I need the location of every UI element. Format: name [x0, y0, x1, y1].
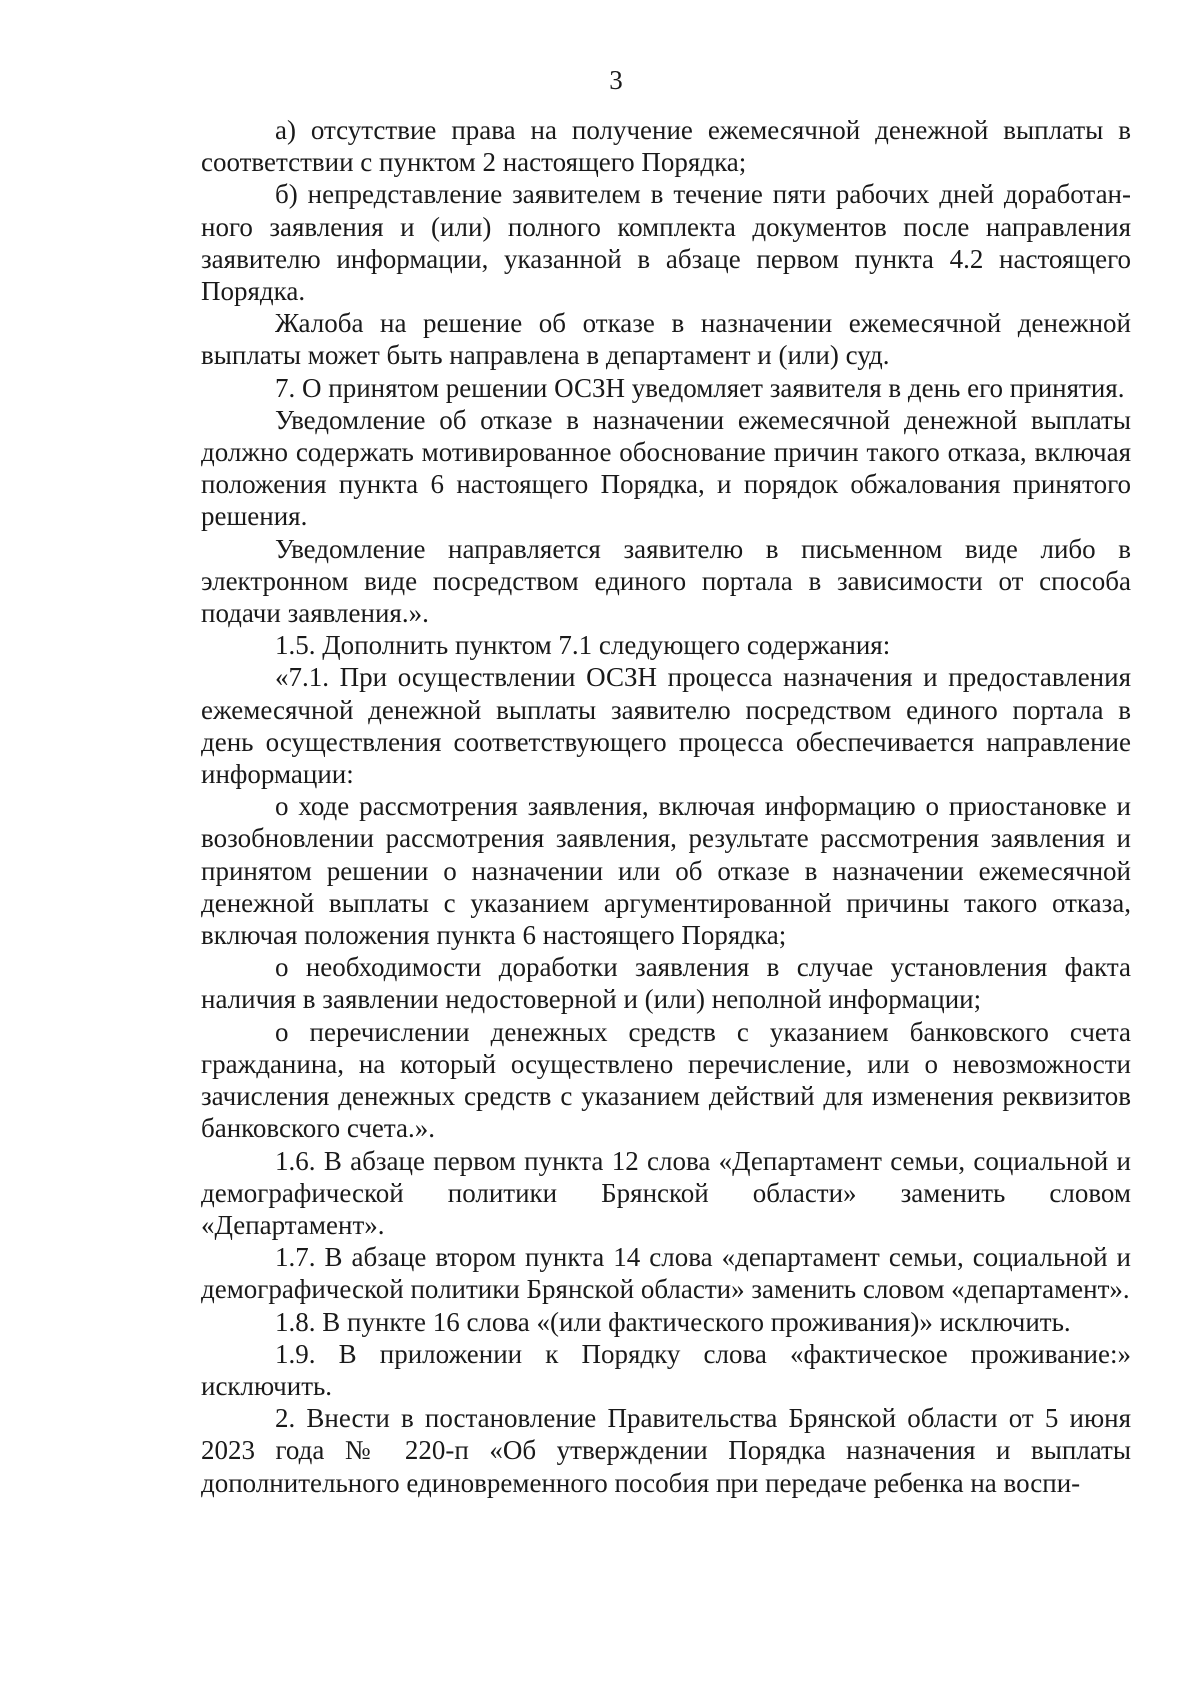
paragraph-transfer-info: о перечислении денежных средств с указанием банковского счета гражданина, на который осуществлено перечисление, или о невозможности зачисления денежных средств с указанием действий для изменения реквизитов банковского счета.».: [201, 1016, 1131, 1144]
paragraph-refusal-notice: Уведомление об отказе в назначении ежемесячной денежной выплаты должно содержать мотивированное обоснование причин такого отказа, включая положения пункта 6 настоящего Порядка, и порядок обжалования принятого решения.: [201, 404, 1131, 532]
document-body: [201, 114, 1131, 1499]
page-number: 3: [609, 65, 623, 95]
paragraph-b: б) непредставление заявителем в течение пяти рабочих дней доработанного заявления и (или) полного комплекта документов после направления заявителю информации, указанной в абзаце первом пункта 4.2 настоящего Порядка.: [201, 179, 1131, 307]
paragraph-1-7: 1.7. В абзаце втором пункта 14 слова «департамент семьи, социальной и демографической политики Брянской области» заменить словом «департамент».: [201, 1242, 1131, 1305]
paragraph-1-8: 1.8. В пункте 16 слова «(или фактического проживания)» исключить.: [275, 1306, 1071, 1337]
paragraph-a: а) отсутствие права на получение ежемесячной денежной выплаты в соответствии с пунктом 2 настоящего Порядка;: [201, 115, 1131, 178]
paragraph-7-1: «7.1. При осуществлении ОСЗН процесса назначения и предоставления ежемесячной денежной выплаты заявителю посредством единого портала в день осуществления соответствующего процесса обеспечивается направление информации:: [201, 662, 1131, 790]
paragraph-1-6: 1.6. В абзаце первом пункта 12 слова «Департамент семьи, социальной и демографической политики Брянской области» заменить словом «Департамент».: [201, 1145, 1131, 1240]
paragraph-progress-info: о ходе рассмотрения заявления, включая информацию о приостановке и возобновлении рассмотрения заявления, результате рассмотрения заявления и принятом решении о назначении или об отказе в назначении ежемесячной денежной выплаты с указанием аргументированной причины такого отказа, включая положения пункта 6 настоящего Порядка;: [201, 791, 1131, 951]
paragraph-complaint: Жалоба на решение об отказе в назначении ежемесячной денежной выплаты может быть направлена в департамент и (или) суд.: [201, 308, 1131, 371]
paragraph-notice-sent: Уведомление направляется заявителю в письменном виде либо в электронном виде посредством единого портала в зависимости от способа подачи заявления.».: [201, 533, 1131, 629]
paragraph-revision-info: о необходимости доработки заявления в случае установления факта наличия в заявлении недостоверной и (или) неполной информации;: [201, 952, 1131, 1015]
paragraph-2: 2. Внести в постановление Правительства Брянской области от 5 июня 2023 года № 220-п «Об утверждении Порядка назначения и выплаты дополнительного единовременного пособия при передаче ребенка на воспи-: [201, 1403, 1131, 1498]
paragraph-1-9: 1.9. В приложении к Порядку слова «фактическое проживание:» исключить.: [201, 1338, 1131, 1401]
paragraph-7: 7. О принятом решении ОСЗН уведомляет заявителя в день его принятия.: [275, 372, 1125, 403]
paragraph-1-5: 1.5. Дополнить пунктом 7.1 следующего содержания:: [275, 630, 891, 661]
